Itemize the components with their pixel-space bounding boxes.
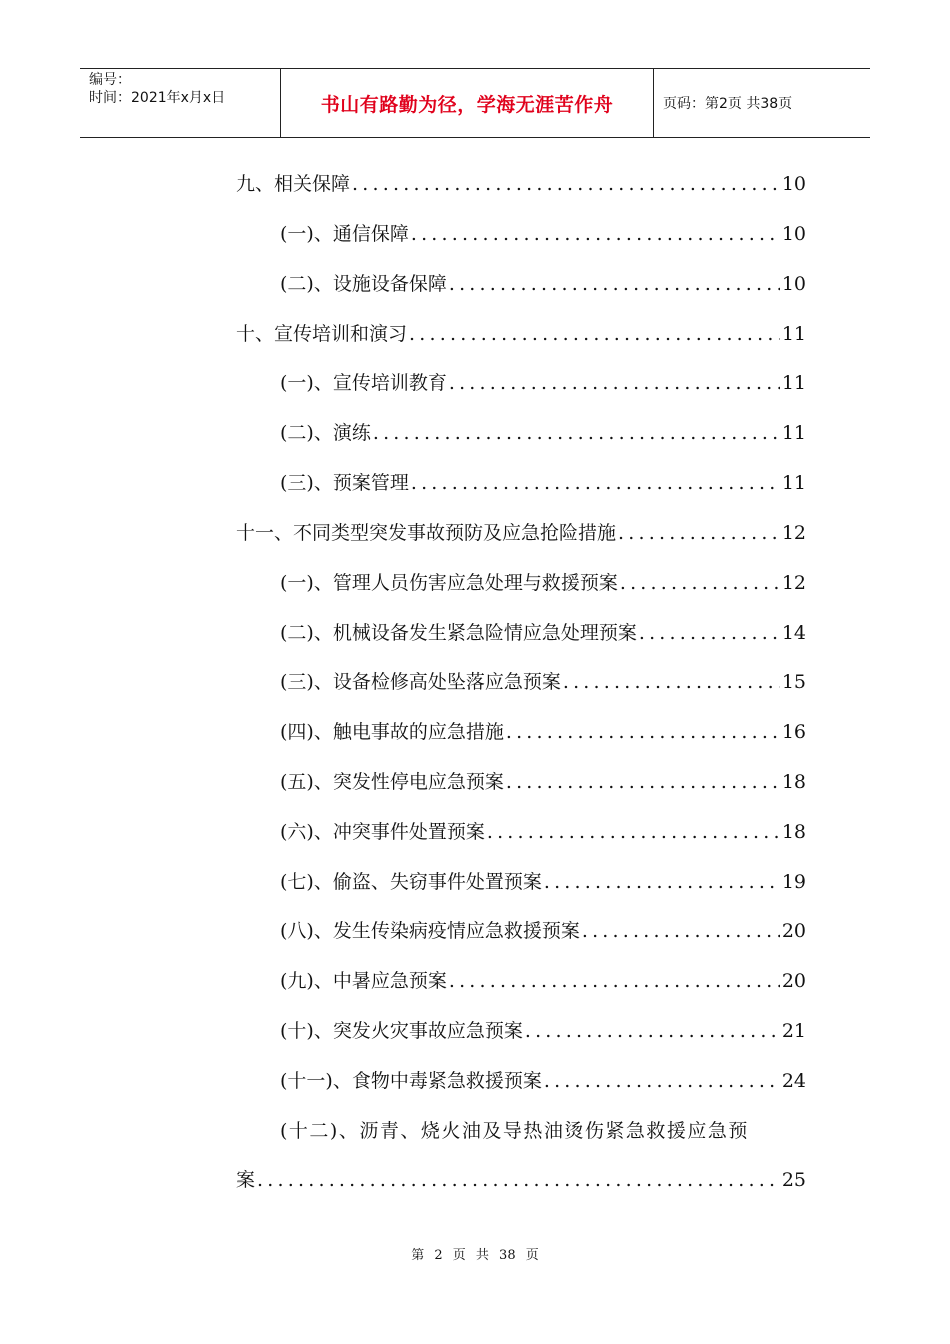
- toc-entry-title: (六)、冲突事件处置预案: [280, 821, 485, 843]
- toc-entry-page: 15: [781, 671, 806, 693]
- toc-entry-title: (十一)、食物中毒紧急救援预案: [280, 1070, 542, 1092]
- toc-entry-page: 14: [781, 622, 806, 644]
- toc-entry-title: (八)、发生传染病疫情应急救援预案: [280, 920, 580, 942]
- toc-leader-dots: [449, 369, 780, 397]
- toc-entry-page: 11: [781, 472, 806, 494]
- toc-entry[interactable]: [280, 1017, 806, 1045]
- toc-entry-title: 案: [236, 1169, 256, 1191]
- page-footer: 第 2 页 共 38 页: [411, 1248, 539, 1263]
- toc-entry[interactable]: [280, 668, 806, 696]
- toc-entry-title: (一)、通信保障: [280, 223, 409, 245]
- toc-entry-title: (五)、突发性停电应急预案: [280, 771, 504, 793]
- toc-entry-title: 十一、不同类型突发事故预防及应急抢险措施: [236, 522, 617, 544]
- toc-entry[interactable]: [280, 967, 806, 995]
- toc-entry[interactable]: [280, 818, 806, 846]
- toc-entry[interactable]: [280, 718, 806, 746]
- toc-leader-dots: [506, 768, 780, 796]
- toc-leader-dots: [618, 519, 780, 547]
- toc-entry-title: (二)、机械设备发生紧急险情应急处理预案: [280, 622, 637, 644]
- toc-entry-page: 11: [781, 323, 806, 345]
- toc-leader-dots: [544, 1067, 780, 1095]
- toc-entry[interactable]: [280, 220, 806, 248]
- header-page-info: 页码：第2页 共38页: [663, 96, 793, 112]
- toc-entry-title: 十、宣传培训和演习: [236, 323, 408, 345]
- toc-entry-page: 20: [781, 920, 806, 942]
- toc-entry-title: (一)、管理人员伤害应急处理与救援预案: [280, 572, 618, 594]
- toc-entry[interactable]: [280, 1067, 806, 1095]
- toc-entry-wrapped-line2[interactable]: [236, 1166, 806, 1194]
- toc-entry-title: (二)、设施设备保障: [280, 273, 447, 295]
- toc-entry-title: (三)、预案管理: [280, 472, 409, 494]
- toc-entry-title: (九)、中暑应急预案: [280, 970, 447, 992]
- toc-leader-dots: [411, 469, 780, 497]
- toc-entry-title: 九、相关保障: [236, 173, 351, 195]
- toc-entry-page: 24: [781, 1070, 806, 1092]
- toc-entry[interactable]: [280, 419, 806, 447]
- toc-leader-dots: [411, 220, 780, 248]
- toc-leader-dots: [506, 718, 780, 746]
- page-header: [80, 68, 870, 138]
- toc-entry[interactable]: [280, 917, 806, 945]
- toc-entry-title: (三)、设备检修高处坠落应急预案: [280, 671, 561, 693]
- toc-leader-dots: [563, 668, 780, 696]
- toc-entry-page: 16: [781, 721, 806, 743]
- toc-entry-page: 10: [781, 273, 806, 295]
- toc-leader-dots: [544, 868, 780, 896]
- toc-entry-page: 21: [781, 1020, 806, 1042]
- toc-entry[interactable]: [236, 519, 806, 547]
- toc-entry-page: 19: [781, 871, 806, 893]
- toc-entry[interactable]: [280, 768, 806, 796]
- header-meta: [80, 69, 281, 137]
- document-number-label: 编号：: [89, 72, 131, 88]
- toc-entry[interactable]: [280, 369, 806, 397]
- toc-entry-page: 18: [781, 771, 806, 793]
- toc-entry-page: 10: [781, 173, 806, 195]
- document-date: 时间：2021年x月x日: [89, 90, 226, 106]
- toc-entry[interactable]: [280, 868, 806, 896]
- toc-leader-dots: [525, 1017, 780, 1045]
- toc-entry-title: (四)、触电事故的应急措施: [280, 721, 504, 743]
- toc-entry[interactable]: [280, 469, 806, 497]
- toc-entry-page: 12: [781, 522, 806, 544]
- toc-entry-page: 11: [781, 422, 806, 444]
- toc-entry-page: 11: [781, 372, 806, 394]
- toc-leader-dots: [449, 270, 780, 298]
- toc-leader-dots: [582, 917, 780, 945]
- toc-entry[interactable]: [280, 569, 806, 597]
- toc-entry-wrapped-line1[interactable]: (十二)、沥青、烧火油及导热油烫伤紧急救援应急预: [280, 1120, 749, 1142]
- toc-leader-dots: [449, 967, 780, 995]
- toc-entry[interactable]: [280, 619, 806, 647]
- toc-leader-dots: [487, 818, 780, 846]
- toc-entry-title: (七)、偷盗、失窃事件处置预案: [280, 871, 542, 893]
- toc-leader-dots: [639, 619, 780, 647]
- toc-entry-title: (二)、演练: [280, 422, 371, 444]
- toc-leader-dots: [373, 419, 780, 447]
- toc-entry-page: 18: [781, 821, 806, 843]
- toc-entry-title: (十)、突发火灾事故应急预案: [280, 1020, 523, 1042]
- toc-leader-dots: [620, 569, 780, 597]
- toc-entry-page: 25: [781, 1169, 806, 1191]
- toc-leader-dots: [257, 1166, 780, 1194]
- toc-entry-page: 10: [781, 223, 806, 245]
- toc-entry-page: 20: [781, 970, 806, 992]
- toc-entry[interactable]: [236, 320, 806, 348]
- toc-entry[interactable]: [280, 270, 806, 298]
- toc-leader-dots: [409, 320, 780, 348]
- toc-entry-page: 12: [781, 572, 806, 594]
- header-motto: 书山有路勤为径，学海无涯苦作舟: [281, 69, 654, 137]
- toc-entry-title: (一)、宣传培训教育: [280, 372, 447, 394]
- toc-leader-dots: [352, 170, 780, 198]
- toc-entry[interactable]: [236, 170, 806, 198]
